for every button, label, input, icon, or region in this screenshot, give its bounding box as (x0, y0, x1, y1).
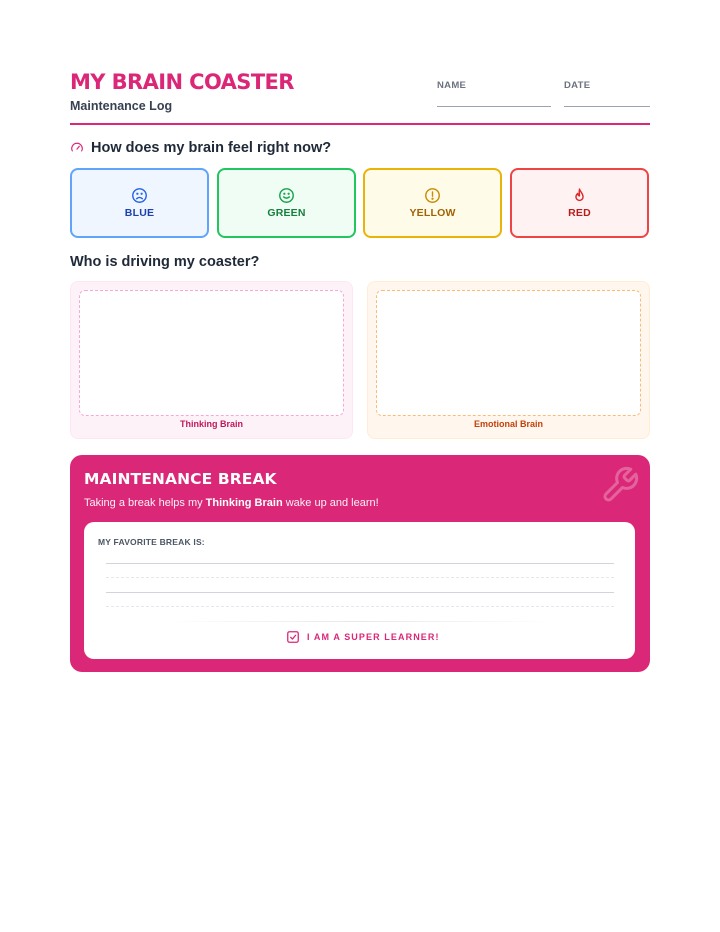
favorite-break-label: MY FAVORITE BREAK IS: (98, 537, 205, 547)
maintenance-title: MAINTENANCE BREAK (84, 470, 277, 488)
maintenance-desc-start: Taking a break helps my (84, 497, 206, 509)
mood-label-red: RED (568, 207, 591, 219)
thinking-brain-caption: Thinking Brain (180, 419, 243, 429)
favorite-break-card (84, 522, 635, 659)
thinking-brain-drawing-area[interactable] (79, 290, 344, 416)
flame-icon (571, 187, 588, 204)
favorite-break-line-2[interactable] (106, 577, 614, 578)
page-subtitle: Maintenance Log (70, 99, 173, 113)
date-field[interactable] (564, 106, 650, 107)
wrench-icon (600, 465, 640, 505)
emotional-brain-drawing-area[interactable] (376, 290, 641, 416)
favorite-break-line-3[interactable] (106, 592, 614, 593)
mood-card-yellow[interactable] (363, 168, 502, 238)
card-divider (164, 621, 554, 622)
mood-label-yellow: YELLOW (409, 207, 456, 219)
maintenance-break-panel (70, 455, 650, 672)
feel-question-text: How does my brain feel right now? (91, 140, 332, 156)
mood-card-green[interactable] (217, 168, 356, 238)
driver-question: Who is driving my coaster? (70, 254, 260, 270)
sad-face-icon (131, 187, 148, 204)
smile-face-icon (278, 187, 295, 204)
super-learner-label: I AM A SUPER LEARNER! (307, 632, 440, 642)
page-title: MY BRAIN COASTER (70, 70, 294, 94)
date-label: DATE (564, 80, 591, 91)
header-divider (70, 123, 650, 125)
thinking-brain-box (70, 281, 353, 439)
alert-circle-icon (424, 187, 441, 204)
favorite-break-line-4[interactable] (106, 606, 614, 607)
mood-label-green: GREEN (267, 207, 306, 219)
super-learner-checkbox[interactable] (286, 630, 440, 644)
maintenance-description (84, 497, 379, 509)
name-field[interactable] (437, 106, 551, 107)
mood-label-blue: BLUE (124, 207, 155, 219)
checkbox-checked-icon (286, 630, 300, 644)
mood-card-blue[interactable] (70, 168, 209, 238)
maintenance-desc-end: wake up and learn! (282, 497, 379, 509)
feel-question (70, 140, 331, 156)
name-label: NAME (437, 80, 467, 91)
gauge-icon (70, 141, 84, 155)
emotional-brain-caption: Emotional Brain (473, 419, 543, 429)
mood-card-red[interactable] (510, 168, 649, 238)
favorite-break-line-1[interactable] (106, 563, 614, 564)
maintenance-desc-bold: Thinking Brain (205, 497, 283, 509)
emotional-brain-box (367, 281, 650, 439)
